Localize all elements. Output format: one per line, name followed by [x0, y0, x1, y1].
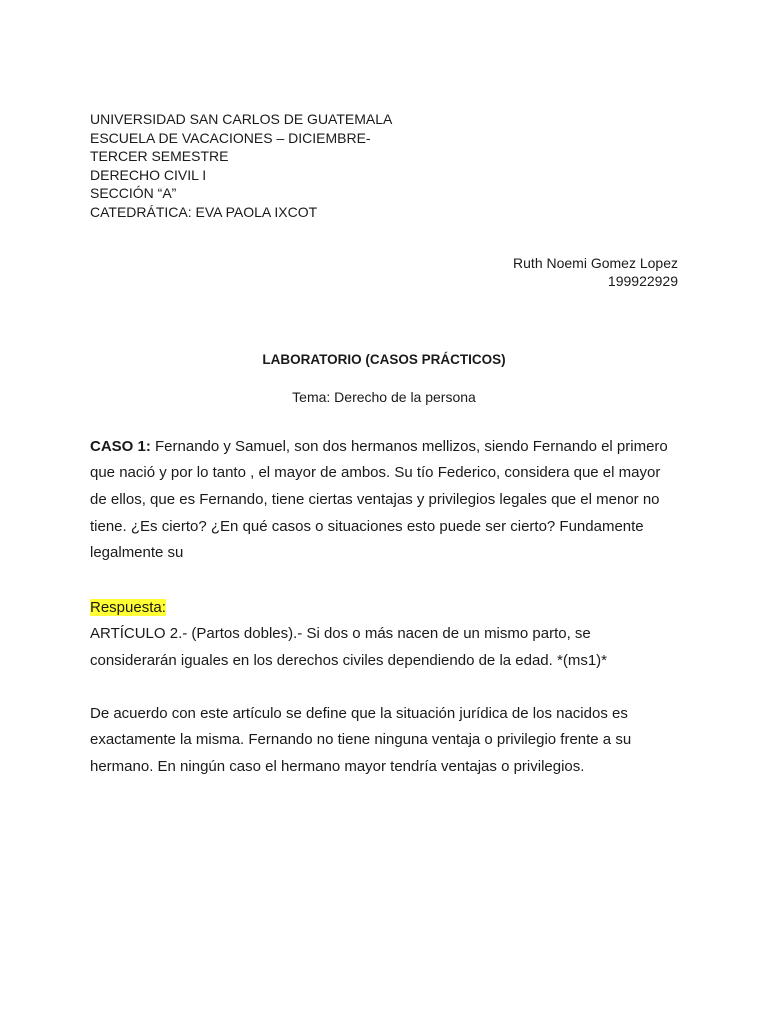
- author-name: Ruth Noemi Gomez Lopez: [513, 254, 678, 271]
- case-1-text: Fernando y Samuel, son dos hermanos mellizos, siendo Fernando el primero que nació y por lo tanto , el mayor de ambos. Su tío Federico, considera que el mayor de ellos, que es Fernando, tiene ciertas ventajas y privilegios legales que el menor no tiene. ¿Es cierto? ¿En qué casos o situaciones esto puede ser cierto? Fundamente legalmente su: [90, 437, 668, 562]
- header-semester: TERCER SEMESTRE: [90, 148, 229, 165]
- document-page: [90, 110, 678, 780]
- answer-conclusion: De acuerdo con este artículo se define que la situación jurídica de los nacidos es exactamente la misma. Fernando no tiene ninguna ventaja o privilegio frente a su hermano. En ningún caso el hermano mayor tendría ventajas o privilegios.: [90, 704, 632, 775]
- answer-section: [90, 595, 678, 675]
- header-section: SECCIÓN “A”: [90, 185, 177, 202]
- lab-topic: Tema: Derecho de la persona: [292, 388, 476, 405]
- header-university: UNIVERSIDAD SAN CARLOS DE GUATEMALA: [90, 111, 393, 127]
- answer-label: Respuesta:: [90, 598, 166, 616]
- answer-article: ARTÍCULO 2.- (Partos dobles).- Si dos o más nacen de un mismo parto, se considerarán iguales en los derechos civiles dependiendo de la edad. *(ms1)*: [90, 625, 607, 669]
- case-1-label: CASO 1:: [90, 437, 151, 455]
- institution-header: [90, 110, 678, 222]
- header-professor: CATEDRÁTICA: EVA PAOLA IXCOT: [90, 203, 318, 220]
- lab-title: LABORATORIO (CASOS PRÁCTICOS): [262, 351, 506, 367]
- author-id: 199922929: [607, 273, 678, 290]
- header-course: DERECHO CIVIL I: [90, 166, 207, 183]
- case-1-paragraph: [90, 434, 678, 567]
- header-school: ESCUELA DE VACACIONES – DICIEMBRE-: [90, 129, 371, 146]
- author-block: [90, 254, 678, 291]
